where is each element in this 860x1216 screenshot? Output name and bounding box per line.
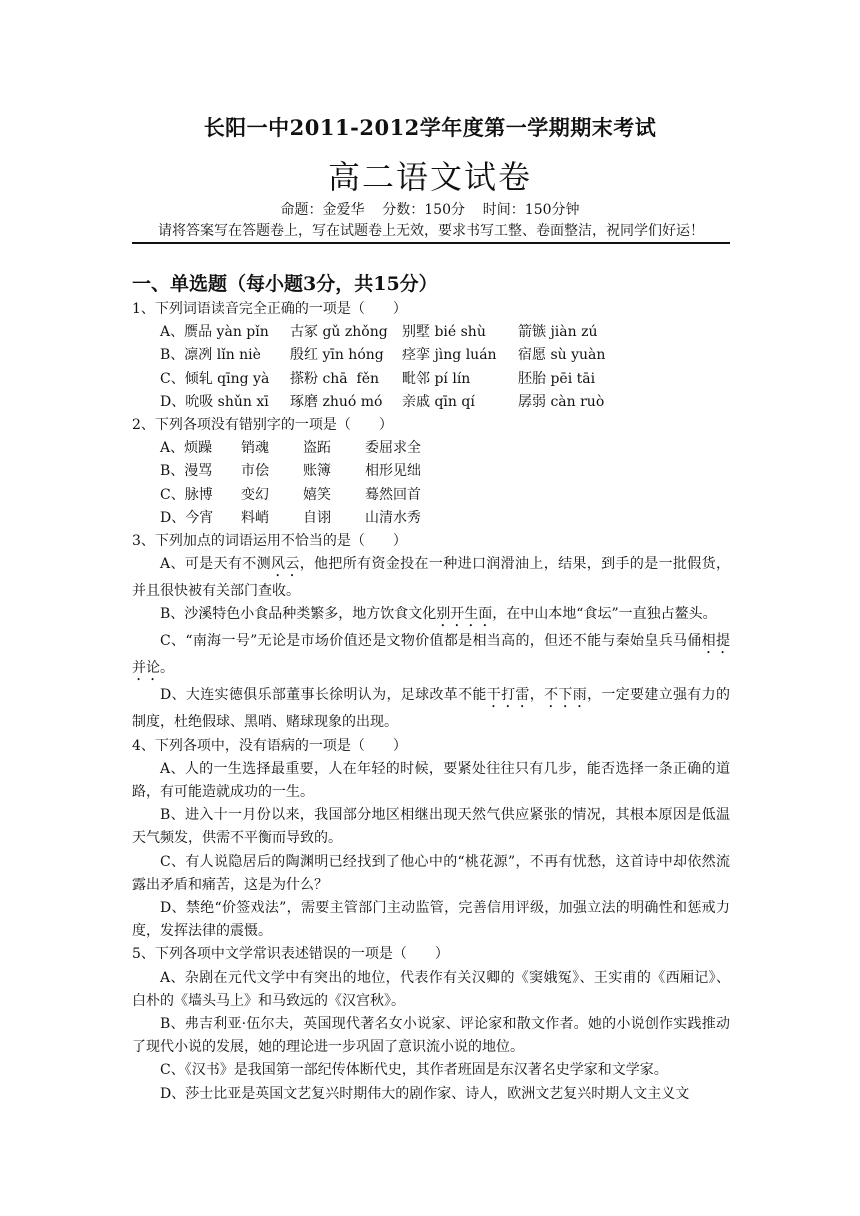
option-item: 搽粉 chā fěn [290, 370, 380, 387]
question-5-option-c: C、《汉书》是我国第一部纪传体断代史，其作者班固是东汉著名史学家和文学家。 [160, 1062, 668, 1079]
question-4-option-b: B、进入十一月份以来，我国部分地区相继出现天然气供应紧张的情况，其根本原因是低温天气频发，供需不平衡而导致的。 [132, 807, 730, 847]
question-3-option-a [132, 553, 730, 603]
section-heading: 一、单选题（每小题3分，共15分） [132, 273, 438, 295]
emphasized-phrase: 相提并论 [132, 633, 730, 677]
option-item: A、赝品 yàn pǐn [160, 324, 269, 341]
option-item: C、脉博 [160, 486, 213, 503]
option-item: 相形见绌 [365, 463, 421, 480]
question-2-option-c [132, 484, 730, 507]
question-5-stem: 5、下列各项中文学常识表述错误的一项是（ ） [132, 946, 449, 963]
option-item: 箭镞 jiàn zú [518, 324, 598, 341]
option-item: 古冢 gǔ zhǒng [290, 324, 388, 341]
emphasized-phrase: 干打雷，不下雨 [486, 687, 588, 704]
option-item: 别墅 bié shù [402, 324, 486, 341]
option-item: 市侩 [241, 463, 269, 480]
question-4-stem: 4、下列各项中，没有语病的一项是（ ） [132, 737, 407, 754]
question-4-option-c: C、有人说隐居后的陶渊明已经找到了他心中的“桃花源”，不再有忧愁，这首诗中却依然流露出矛盾和痛苦，这是为什么？ [132, 853, 730, 893]
option-item: 琢磨 zhuó mó [290, 393, 383, 410]
option-item: D、吮吸 shǔn xī [160, 393, 269, 410]
option-text: D、大连实德俱乐部董事长徐明认为，足球改革不能 [160, 687, 487, 704]
question-2-stem: 2、下列各项没有错别字的一项是（ ） [132, 417, 393, 434]
option-item: 宿愿 sù yuàn [518, 347, 606, 364]
exam-meta: 命题：金爱华 分数：150分 时间：150分钟 [280, 202, 580, 218]
option-text: A、可是天有不测 [160, 556, 271, 573]
option-item: 毗邻 pí lín [402, 370, 471, 387]
option-text: B、沙溪特色小食品种类繁多，地方饮食文化 [160, 606, 437, 623]
question-4-option-d: D、禁绝“价签戏法”，需要主管部门主动监管，完善信用评级，加强立法的明确性和惩戒力度，发挥法律的震慑。 [132, 900, 730, 940]
exam-notice: 请将答案写在答题卷上，写在试题卷上无效，要求书写工整、卷面整洁，祝同学们好运！ [132, 220, 730, 243]
option-item: 蓦然回首 [365, 486, 421, 503]
emphasized-phrase: 别开生面 [436, 606, 493, 623]
option-item: 自诩 [303, 509, 331, 526]
question-1-option-d [132, 391, 730, 414]
option-item: A、烦躁 [160, 440, 213, 457]
question-5-option-b: B、弗吉利亚·伍尔夫，英国现代著名女小说家、评论家和散文作者。她的小说创作实践推动了现代小说的发展，她的理论进一步巩固了意识流小说的地位。 [132, 1016, 730, 1056]
option-item: 亲戚 qīn qí [402, 393, 475, 410]
question-3-option-c [132, 630, 730, 684]
school-exam-title: 长阳一中2011-2012学年度第一学期期末考试 [203, 115, 657, 140]
question-1-option-b [132, 344, 730, 367]
question-5-option-d: D、莎士比亚是英国文艺复兴时期伟大的剧作家、诗人，欧洲文艺复兴时期人文主义文 [160, 1085, 690, 1102]
option-text: ，他把所有资金投在一种进口润滑油上，结果，到手的是一批假货，并且很快被有关部门查收。 [132, 556, 731, 600]
option-item: 销魂 [241, 440, 269, 457]
paper-title: 高二语文试卷 [327, 158, 532, 196]
question-5-option-a: A、杂剧在元代文学中有突出的地位，代表作有关汉卿的《窦娥冤》、王实甫的《西厢记》、白朴的《墙头马上》和马致远的《汉宫秋》。 [132, 969, 730, 1009]
option-item: 变幻 [241, 486, 269, 503]
option-item: 嬉笑 [303, 486, 331, 503]
option-item: C、倾轧 qīng yà [160, 370, 270, 387]
question-list [132, 298, 730, 1106]
emphasized-phrase: 风云 [270, 556, 300, 573]
option-item: B、漫骂 [160, 463, 213, 480]
option-item: 委屈求全 [365, 440, 421, 457]
option-text: 。 [160, 660, 174, 677]
option-item: 山清水秀 [365, 509, 421, 526]
option-text: ，一定要建立强有力的制度，杜绝假球、黑哨、赌球现象的出现。 [132, 687, 731, 731]
divider [132, 243, 730, 244]
option-item: 痉挛 jìng luán [402, 347, 497, 364]
option-item: D、今宵 [160, 509, 214, 526]
question-3-option-b [132, 603, 730, 630]
question-3-option-d [132, 684, 730, 734]
question-2-option-a [132, 437, 730, 460]
option-item: 账簿 [303, 463, 331, 480]
question-4-option-a: A、人的一生选择最重要，人在年轻的时候，要紧处往往只有几步，能否选择一条正确的道路，有可能造就成功的一生。 [132, 760, 730, 801]
option-item: 料峭 [241, 509, 269, 526]
option-text: ，在中山本地“食坛”一直独占鳌头。 [492, 606, 717, 623]
option-text: C、“南海一号”无论是市场价值还是文物价值都是相当高的，但还不能与秦始皇兵马俑 [160, 633, 702, 650]
question-2-option-d [132, 507, 730, 530]
question-1-option-a [132, 321, 730, 344]
option-item: B、凛冽 lǐn niè [160, 347, 261, 364]
question-3-stem: 3、下列加点的词语运用不恰当的是（ ） [132, 533, 407, 550]
question-1-option-c [132, 368, 730, 391]
question-1-stem: 1、下列词语读音完全正确的一项是（ ） [132, 301, 407, 317]
question-2-option-b [132, 460, 730, 483]
option-item: 殷红 yīn hóng [290, 347, 384, 364]
option-item: 盗跖 [303, 440, 331, 457]
option-item: 胚胎 pēi tāi [518, 370, 596, 387]
option-item: 孱弱 càn ruò [518, 393, 605, 410]
